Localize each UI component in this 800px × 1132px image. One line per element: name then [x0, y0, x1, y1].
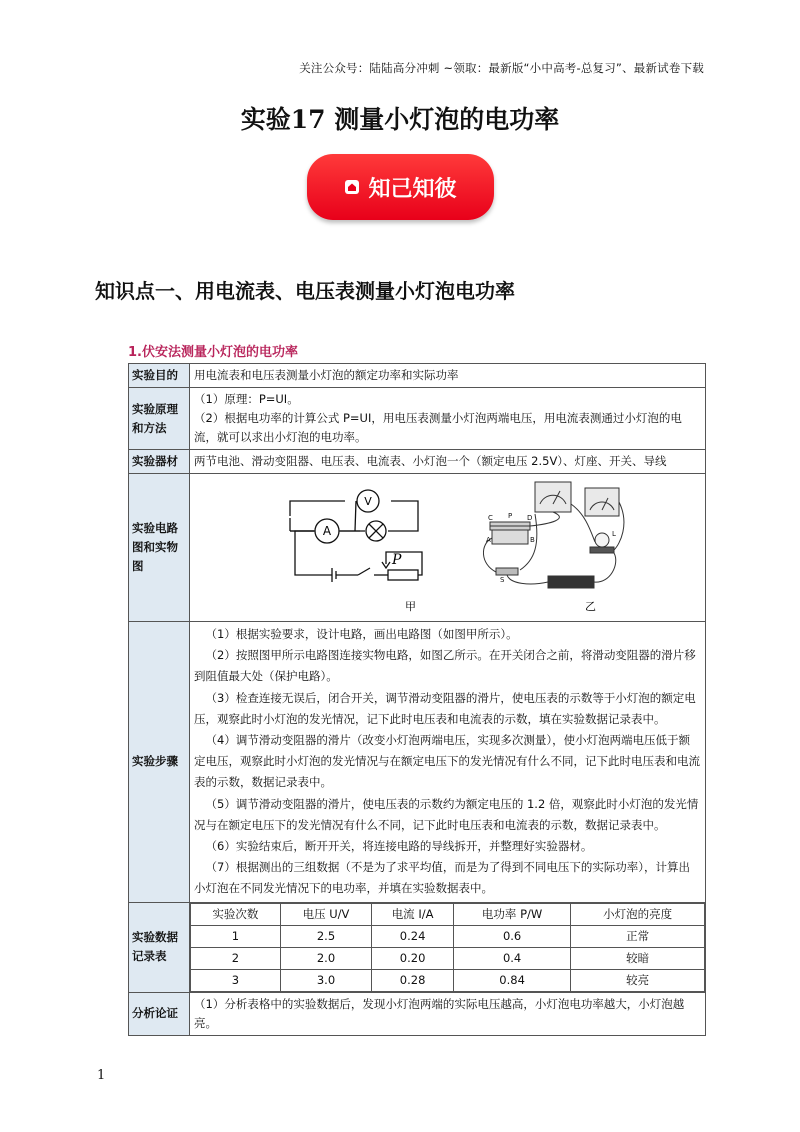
cell: 0.28 [372, 969, 454, 991]
analysis-text: （1）分析表格中的实验数据后，发现小灯泡两端的实际电压越高，小灯泡电功率越大，小灯泡越亮。 [190, 992, 706, 1035]
caption-left: 甲 [405, 600, 416, 613]
house-icon [344, 179, 360, 195]
equipment-text: 两节电池、滑动变阻器、电压表、电流表、小灯泡一个（额定电压 2.5V）、灯座、开关、导线 [190, 450, 706, 474]
label-record: 实验数据记录表 [129, 902, 190, 992]
cell: 3.0 [280, 969, 371, 991]
row-steps [129, 622, 706, 903]
photo-label-p: P [508, 512, 513, 520]
label-principle: 实验原理和方法 [129, 388, 190, 450]
cell: 3 [191, 969, 281, 991]
cell: 较亮 [571, 969, 705, 991]
cell: 0.20 [372, 947, 454, 969]
row-record [129, 902, 706, 992]
apparatus-photo [483, 482, 623, 588]
table-row [191, 947, 705, 969]
cell: 2.0 [280, 947, 371, 969]
photo-label-a: A [486, 536, 491, 544]
rheostat-label: P [392, 552, 402, 568]
photo-label-c: C [488, 514, 493, 522]
photo-label-d: D [527, 514, 533, 522]
record-content [190, 902, 706, 992]
photo-label-b: B [530, 536, 535, 544]
data-header-row [191, 903, 705, 925]
header-voltage: 电压 U/V [280, 903, 371, 925]
photo-label-s: S [500, 576, 505, 584]
row-purpose [129, 364, 706, 388]
step-7: （7）根据测出的三组数据（不是为了求平均值，而是为了得到不同电压下的实际功率），计算出小灯泡在不同发光情况下的电功率，并填在实验数据表中。 [194, 860, 691, 896]
row-equipment [129, 450, 706, 474]
step-4: （4）调节滑动变阻器的滑片（改变小灯泡两端电压，实现多次测量），使小灯泡两端电压低于额定电压，观察此时小灯泡的发光情况与在额定电压下的发光情况有什么不同，记下此时电压表和电流表的示数，数据记录表中。 [194, 733, 700, 790]
purpose-text: 用电流表和电压表测量小灯泡的额定功率和实际功率 [190, 364, 706, 388]
know-yourself-badge [307, 154, 494, 220]
cell: 0.6 [453, 925, 570, 947]
lamp-symbol [366, 521, 386, 541]
step-2: （2）按照图甲所示电路图连接实物电路，如图乙所示。在开关闭合之前，将滑动变阻器的滑片移到阻值最大处（保护电路）。 [194, 648, 696, 684]
header-power: 电功率 P/W [453, 903, 570, 925]
cell: 2.5 [280, 925, 371, 947]
row-diagram [129, 474, 706, 622]
photo-label-l: L [612, 530, 616, 538]
circuit-schematic [290, 501, 422, 582]
cell: 0.24 [372, 925, 454, 947]
diagram-content [190, 474, 706, 622]
row-principle [129, 388, 706, 450]
header-brightness: 小灯泡的亮度 [571, 903, 705, 925]
subheading: 1.伏安法测量小灯泡的电功率 [128, 345, 298, 360]
badge-label: 知己知彼 [368, 176, 457, 202]
experiment-table [128, 363, 706, 1036]
label-steps: 实验步骤 [129, 622, 190, 903]
caption-right: 乙 [585, 600, 596, 613]
page-number: 1 [97, 1068, 106, 1083]
cell: 0.4 [453, 947, 570, 969]
header-trial: 实验次数 [191, 903, 281, 925]
circuit-diagrams [190, 474, 702, 617]
label-equipment: 实验器材 [129, 450, 190, 474]
label-purpose: 实验目的 [129, 364, 190, 388]
page-title: 实验17 测量小灯泡的电功率 [240, 105, 560, 134]
step-5: （5）调节滑动变阻器的滑片，使电压表的示数约为额定电压的 1.2 倍，观察此时小灯泡的发光情况与在额定电压下的发光情况有什么不同，记下此时电压表和电流表的示数，数据记录表中。 [194, 796, 699, 832]
table-row [191, 969, 705, 991]
cell: 0.84 [453, 969, 570, 991]
step-3: （3）检查连接无误后，闭合开关，调节滑动变阻器的滑片，使电压表的示数等于小灯泡的额定电压，观察此时小灯泡的发光情况，记下此时电压表和电流表的示数，填在实验数据记录表中。 [194, 690, 696, 726]
table-row [191, 925, 705, 947]
label-diagram: 实验电路图和实物图 [129, 474, 190, 622]
principle-line-1: （1）原理：P=UI。 [194, 392, 299, 406]
cell: 正常 [571, 925, 705, 947]
row-analysis [129, 992, 706, 1035]
cell: 1 [191, 925, 281, 947]
cell: 较暗 [571, 947, 705, 969]
header-current: 电流 I/A [372, 903, 454, 925]
principle-line-2: （2）根据电功率的计算公式 P=UI，用电压表测量小灯泡两端电压，用电流表测通过小灯泡的电流，就可以求出小灯泡的电功率。 [194, 411, 682, 444]
ammeter-label: A [322, 524, 332, 538]
voltmeter-label: V [364, 495, 372, 508]
label-analysis: 分析论证 [129, 992, 190, 1035]
data-table [190, 903, 705, 992]
step-6: （6）实验结束后，断开开关，将连接电路的导线拆开，并整理好实验器材。 [205, 839, 593, 854]
step-1: （1）根据实验要求，设计电路，画出电路图（如图甲所示）。 [205, 627, 518, 641]
section-heading: 知识点一、用电流表、电压表测量小灯泡电功率 [95, 279, 515, 303]
header-note: 关注公众号：陆陆高分冲刺 ~领取：最新版“小中高考-总复习”、最新试卷下载 [299, 61, 704, 75]
principle-content [190, 388, 706, 450]
steps-content [190, 622, 706, 903]
cell: 2 [191, 947, 281, 969]
